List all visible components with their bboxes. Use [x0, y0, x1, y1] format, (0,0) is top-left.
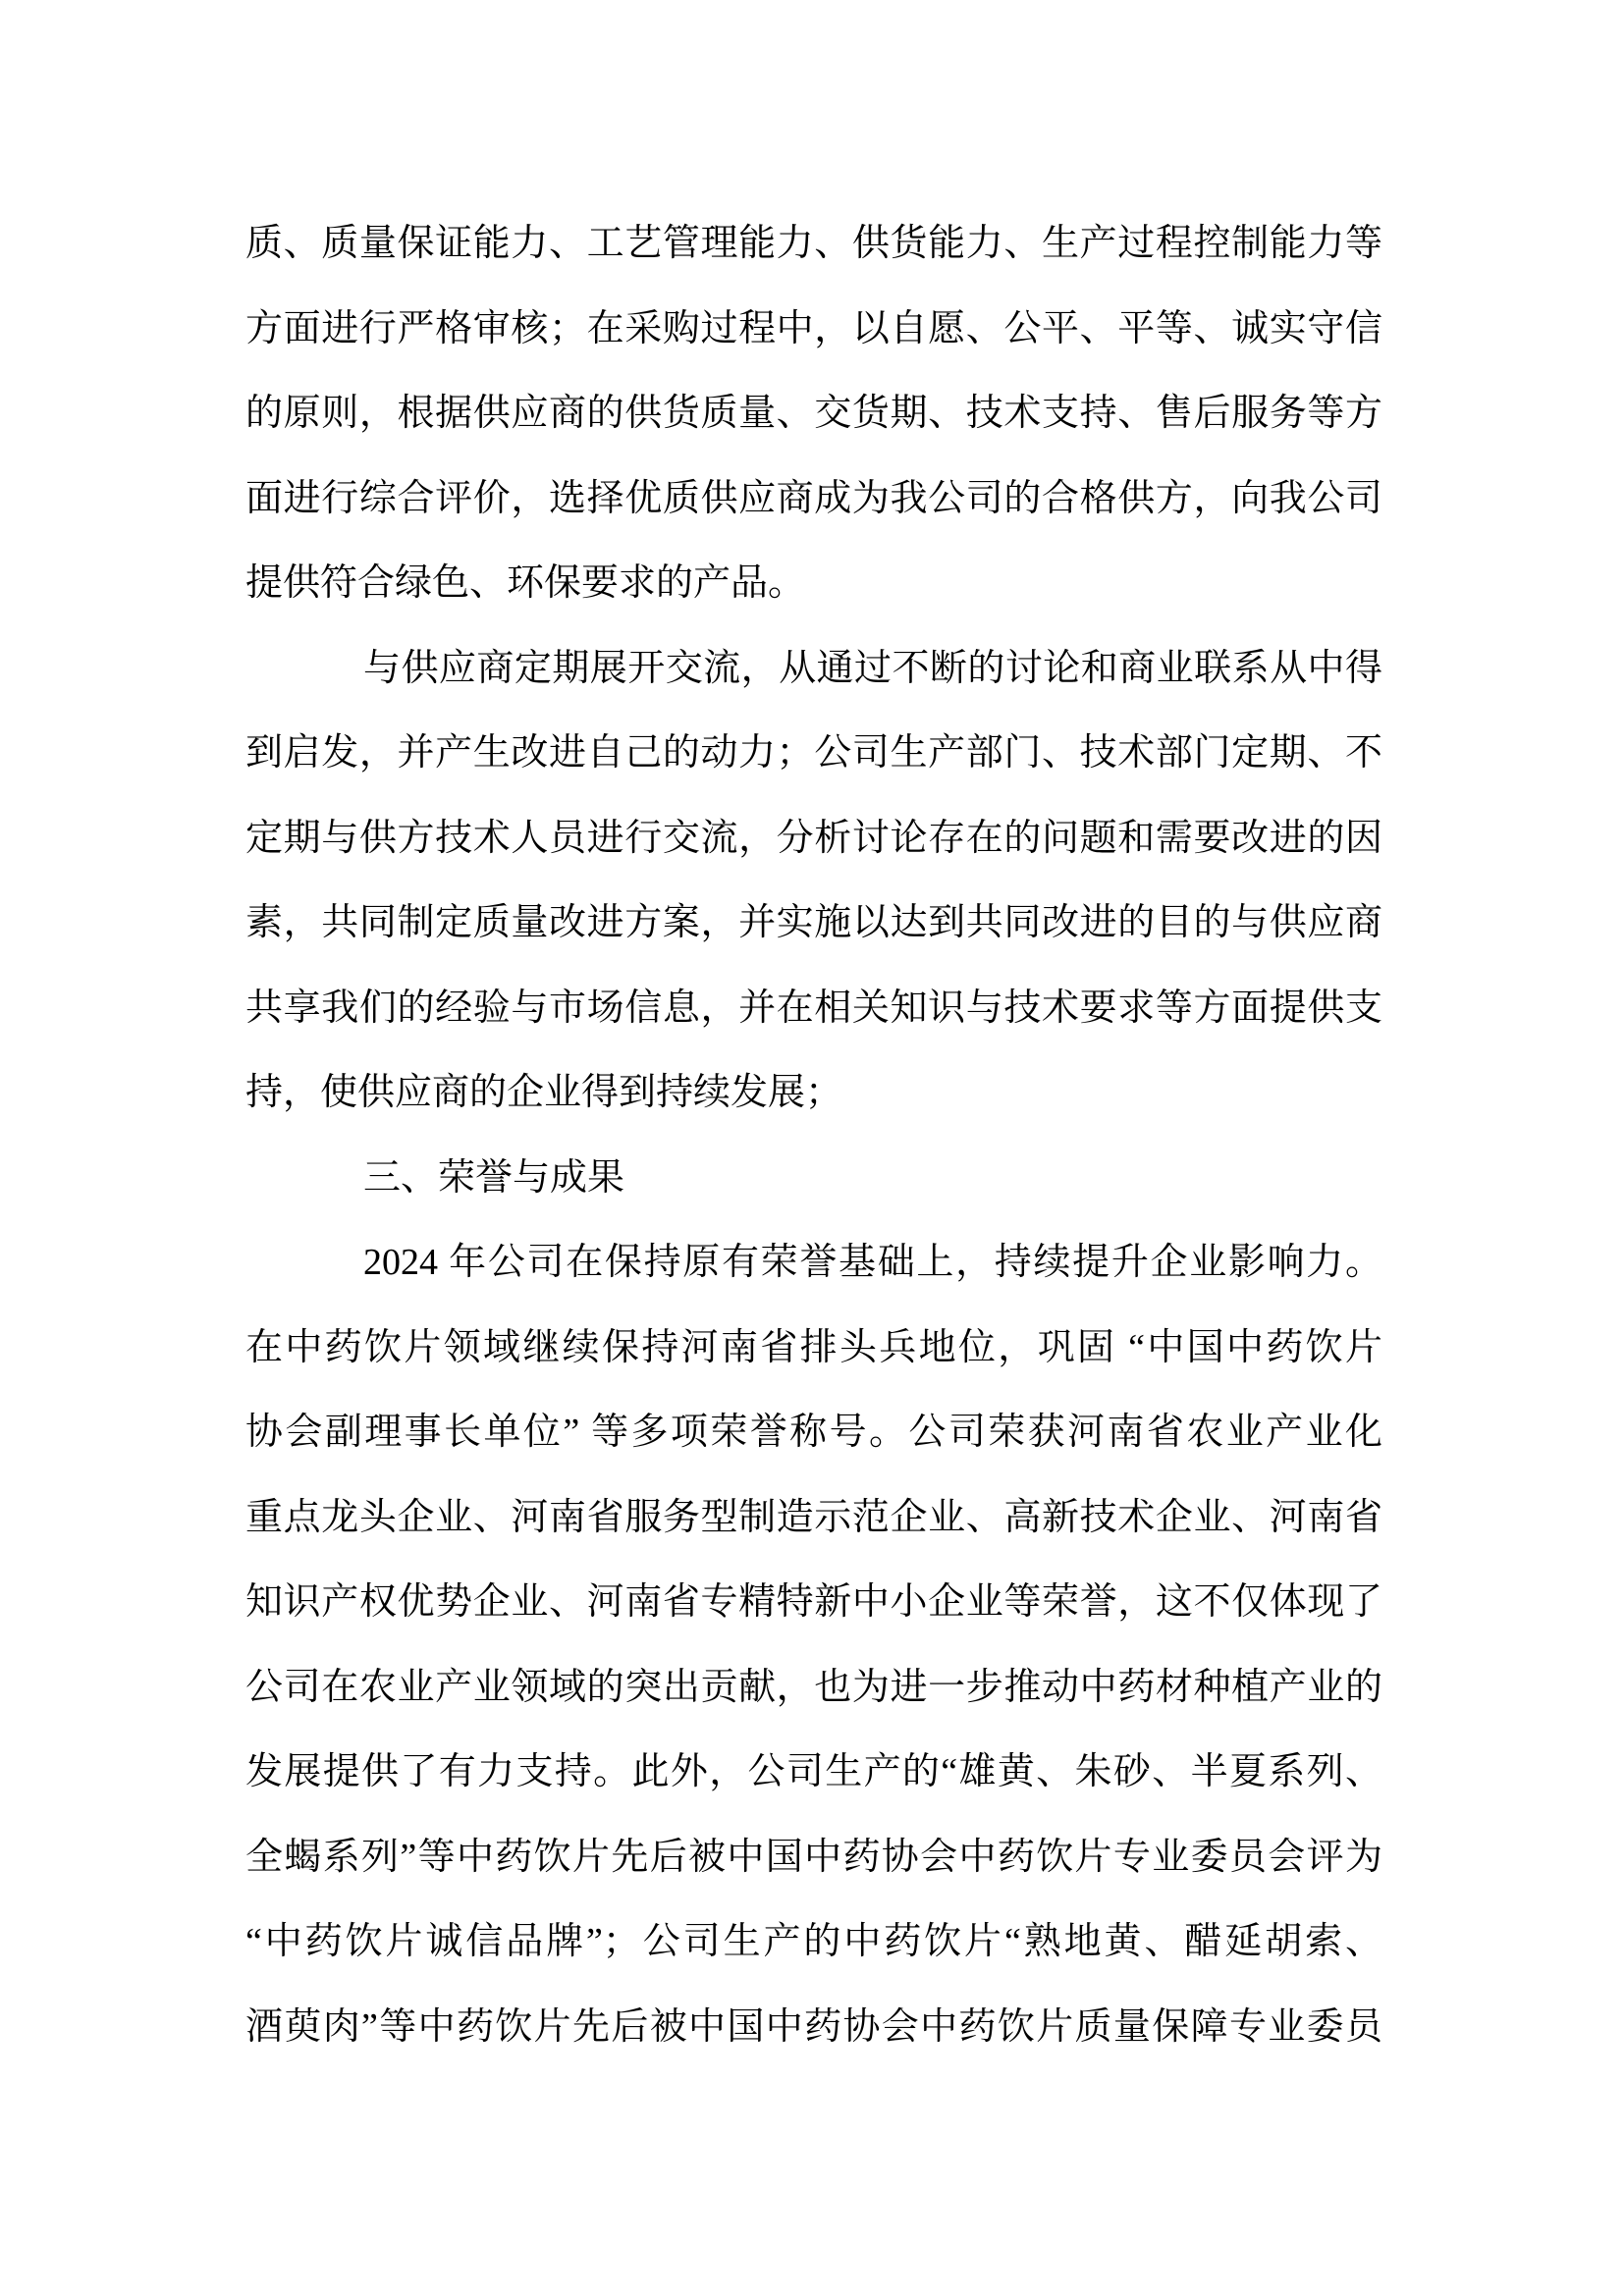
text-line: 公司在农业产业领域的突出贡献，也为进一步推动中药材种植产业的 — [245, 1666, 1382, 1708]
text-line: “中药饮片诚信品牌”；公司生产的中药饮片“熟地黄、醋延胡索、 — [245, 1921, 1382, 1962]
section-heading: 三、荣誉与成果 — [363, 1156, 625, 1199]
document-text-block — [245, 201, 1382, 2069]
text-line: 质、质量保证能力、工艺管理能力、供货能力、生产过程控制能力等 — [245, 223, 1382, 264]
text-line: 定期与供方技术人员进行交流，分析讨论存在的问题和需要改进的因 — [245, 817, 1382, 859]
text-line: 面进行综合评价，选择优质供应商成为我公司的合格供方，向我公司 — [245, 477, 1382, 519]
text-line: 到启发，并产生改进自己的动力；公司生产部门、技术部门定期、不 — [245, 732, 1382, 774]
text-line: 持，使供应商的企业得到持续发展； — [245, 1072, 843, 1113]
text-line: 发展提供了有力支持。此外，公司生产的“雄黄、朱砂、半夏系列、 — [245, 1751, 1382, 1792]
text-line: 的原则，根据供应商的供货质量、交货期、技术支持、售后服务等方 — [245, 393, 1382, 434]
text-line: 在中药饮片领域继续保持河南省排头兵地位，巩固 “中国中药饮片 — [245, 1326, 1382, 1368]
text-line: 知识产权优势企业、河南省专精特新中小企业等荣誉，这不仅体现了 — [245, 1581, 1382, 1623]
text-line: 协会副理事长单位” 等多项荣誉称号。公司荣获河南省农业产业化 — [245, 1412, 1382, 1453]
text-line: 提供符合绿色、环保要求的产品。 — [245, 562, 806, 604]
text-line: 重点龙头企业、河南省服务型制造示范企业、高新技术企业、河南省 — [245, 1496, 1382, 1538]
text-line: 2024 年公司在保持原有荣誉基础上，持续提升企业影响力。 — [363, 1242, 1382, 1283]
text-line: 酒萸肉”等中药饮片先后被中国中药协会中药饮片质量保障专业委员 — [245, 2005, 1382, 2048]
text-line: 素，共同制定质量改进方案，并实施以达到共同改进的目的与供应商 — [245, 902, 1382, 943]
text-line: 全蝎系列”等中药饮片先后被中国中药协会中药饮片专业委员会评为 — [245, 1836, 1382, 1878]
text-line: 方面进行严格审核；在采购过程中，以自愿、公平、平等、诚实守信 — [245, 307, 1382, 349]
text-line: 共享我们的经验与市场信息，并在相关知识与技术要求等方面提供支 — [245, 987, 1382, 1029]
text-line: 与供应商定期展开交流，从通过不断的讨论和商业联系从中得 — [363, 647, 1382, 689]
